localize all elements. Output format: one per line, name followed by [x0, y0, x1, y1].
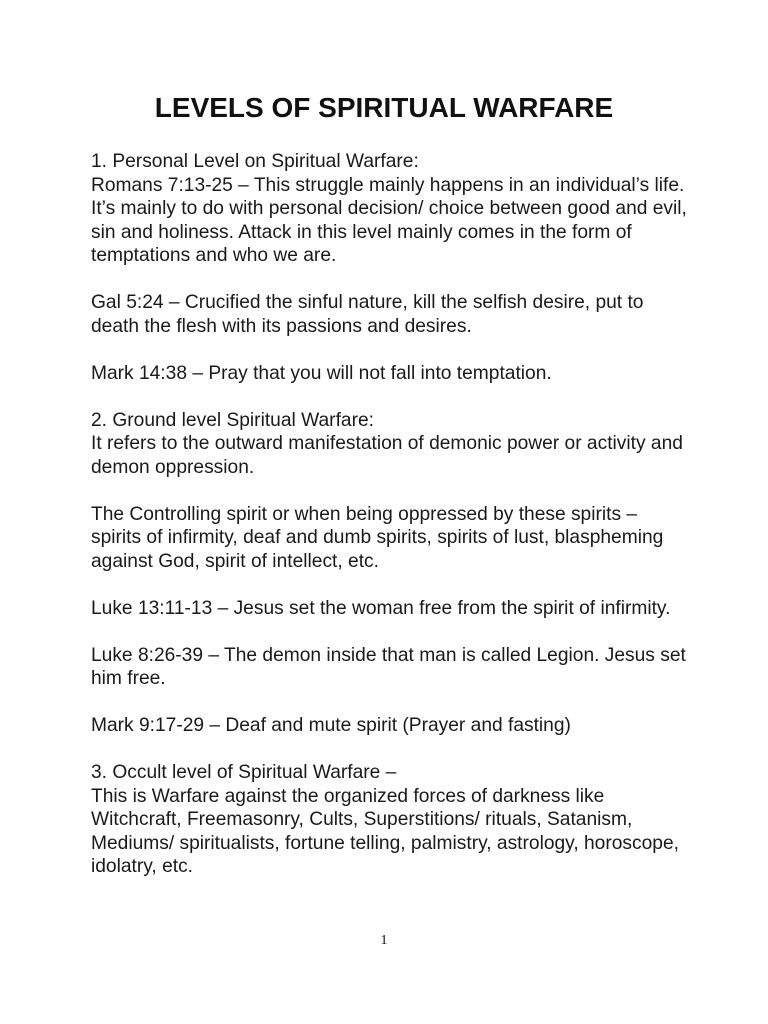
paragraph-controlling-spirit: The Controlling spirit or when being oppressed by these spirits – spirits of infirmity, deaf and dumb spirits, spirits of lust, blaspheming against God, spirit of intellect, etc.	[91, 503, 664, 572]
section-paragraph: Romans 7:13-25 – This struggle mainly happens in an individual’s life. It’s mainly to do with personal decision/ choice between good and evil, sin and holiness. Attack in this level mainly comes in the form of temptations and who we are.	[91, 174, 687, 266]
section-heading: 1. Personal Level on Spiritual Warfare:	[91, 151, 419, 172]
paragraph-luke-8-26: Luke 8:26-39 – The demon inside that man is called Legion. Jesus set him free.	[91, 644, 686, 689]
section-occult-level	[91, 761, 691, 879]
paragraph-mark-14-38: Mark 14:38 – Pray that you will not fall into temptation.	[91, 362, 552, 384]
page-number: 1	[380, 933, 388, 948]
paragraph-gal-5-24: Gal 5:24 – Crucified the sinful nature, kill the selfish desire, put to death the flesh with its passions and desires.	[91, 292, 644, 337]
document-body	[91, 150, 691, 902]
section-heading: 2. Ground level Spiritual Warfare:	[91, 409, 374, 431]
document-title: LEVELS OF SPIRITUAL WARFARE	[154, 92, 614, 123]
paragraph-mark-9-17: Mark 9:17-29 – Deaf and mute spirit (Prayer and fasting)	[91, 715, 571, 736]
section-heading: 3. Occult level of Spiritual Warfare –	[91, 762, 397, 783]
section-ground-level	[91, 409, 691, 480]
section-paragraph: This is Warfare against the organized forces of darkness like Witchcraft, Freemasonry, Cults, Superstitions/ rituals, Satanism, Mediums/ spiritualists, fortune telling, palmistry, astrology, horoscope, idolatry, etc.	[91, 785, 679, 877]
paragraph-luke-13-11: Luke 13:11-13 – Jesus set the woman free from the spirit of infirmity.	[91, 597, 671, 619]
section-paragraph: It refers to the outward manifestation of demonic power or activity and demon oppression.	[91, 433, 683, 478]
section-personal-level	[91, 150, 691, 268]
